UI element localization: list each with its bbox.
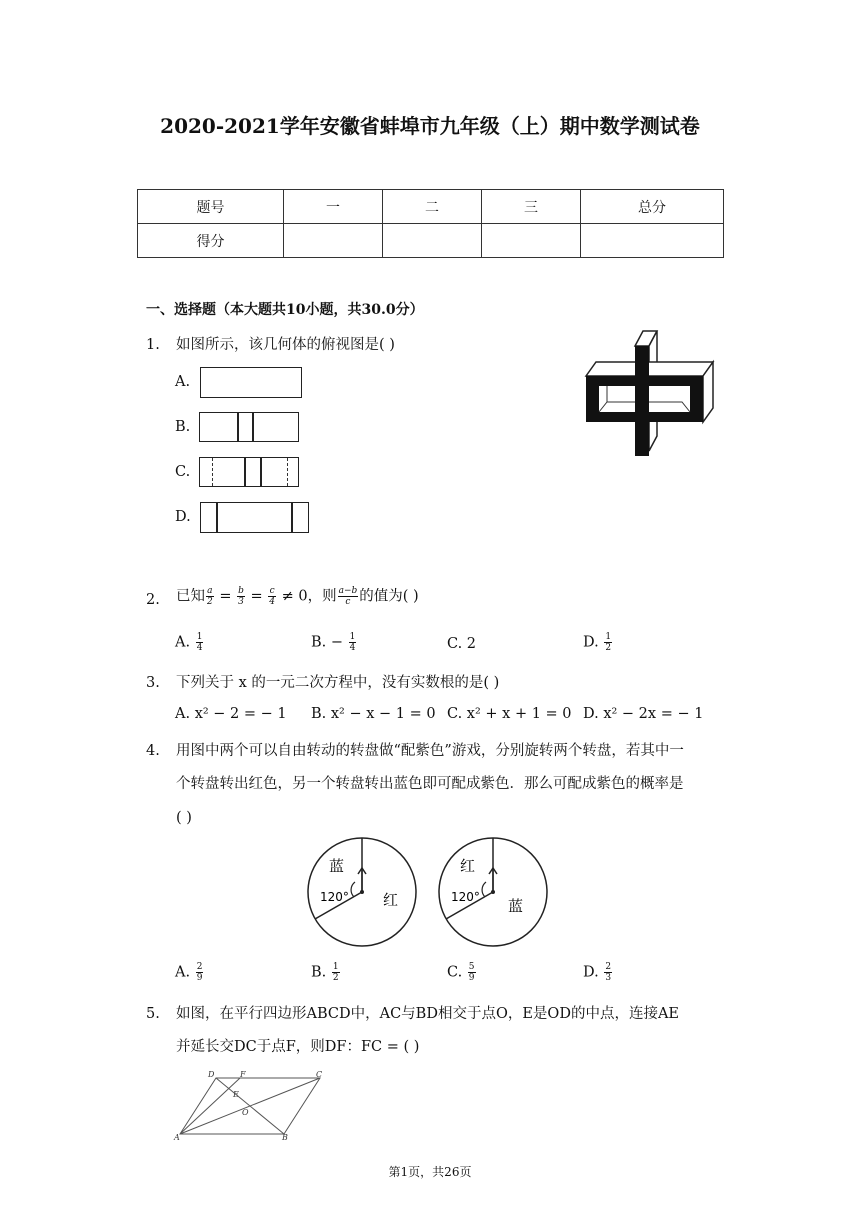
option-d: D. $\frac{1}{2}$ (583, 632, 612, 653)
table-cell (383, 224, 482, 258)
option-b: B. $\frac{1}{2}$ (311, 962, 339, 983)
section-heading: 一、选择题（本大题共10小题，共30.0分） (146, 302, 424, 318)
question-text-line: 如图，在平行四边形ABCD中，AC与BD相交于点O，E是OD的中点，连接AE (176, 1006, 680, 1022)
option-b-figure (199, 412, 299, 442)
parallelogram-figure (170, 1068, 330, 1146)
disk-label: 红 (383, 891, 399, 909)
option-label: C. (175, 464, 191, 480)
option-a: A. $\frac{1}{4}$ (175, 632, 203, 653)
option-b: B. − $\frac{1}{4}$ (311, 632, 356, 653)
table-row (138, 190, 724, 224)
table-cell: 得分 (138, 224, 284, 258)
table-cell: 一 (284, 190, 383, 224)
question-number: 2. (146, 592, 160, 608)
point-label: B (282, 1133, 288, 1142)
point-label: C (316, 1070, 323, 1079)
point-label: A (174, 1133, 180, 1142)
question-text-line: 用图中两个可以自由转动的转盘做“配紫色”游戏，分别旋转两个转盘，若其中一 (176, 743, 684, 759)
table-cell (284, 224, 383, 258)
option-label: B. (175, 419, 191, 435)
option-b: B. x² − x − 1 = 0 (311, 706, 436, 722)
disk-label: 红 (460, 857, 476, 875)
spinner-disk-1 (305, 835, 420, 950)
score-table (137, 189, 724, 258)
question-text-line: ( ) (176, 810, 192, 826)
text-fragment: 已知 (176, 588, 205, 605)
point-label: E (233, 1090, 239, 1099)
option-c: C. $\frac{5}{9}$ (447, 962, 475, 983)
disk-label: 蓝 (508, 897, 524, 915)
solid-figure (583, 326, 723, 460)
question-text: 如图所示，该几何体的俯视图是( ) (176, 337, 395, 353)
page-footer: 第1页，共26页 (388, 1165, 472, 1179)
point-label: D (208, 1070, 215, 1079)
page-title: 2020-2021学年安徽省蚌埠市九年级（上）期中数学测试卷 (160, 114, 700, 138)
option-d-figure (200, 502, 309, 533)
text-fragment: 的值为( ) (359, 588, 419, 605)
table-cell: 题号 (138, 190, 284, 224)
text-fragment: ≠ 0，则 (281, 588, 337, 605)
table-cell (581, 224, 724, 258)
disk-angle: 120° (451, 890, 480, 904)
option-d: D. $\frac{2}{3}$ (583, 962, 612, 983)
question-text: 下列关于 x 的一元二次方程中，没有实数根的是( ) (176, 675, 500, 691)
option-c: C. x² + x + 1 = 0 (447, 706, 572, 722)
question-number: 5. (146, 1006, 160, 1022)
option-a: A. x² − 2 = − 1 (175, 706, 287, 722)
question-number: 4. (146, 743, 160, 759)
question-text: 已知 $\frac{a}{2}$ = $\frac{b}{3}$ = $\frac{c}{4}$ ≠ 0，则 $\frac{a-b}{c}$ 的值为( ) (176, 586, 419, 607)
option-a: A. $\frac{2}{9}$ (175, 962, 203, 983)
option-c: C. 2 (447, 636, 477, 652)
point-label: O (242, 1108, 249, 1117)
question-text-line: 个转盘转出红色，另一个转盘转出蓝色即可配成紫色．那么可配成紫色的概率是 (176, 776, 684, 792)
option-a-figure (200, 367, 302, 398)
table-cell: 三 (482, 190, 581, 224)
table-cell: 二 (383, 190, 482, 224)
option-label: A. (175, 374, 191, 390)
question-text-line: 并延长交DC于点F，则DF：FC = ( ) (176, 1039, 420, 1055)
disk-label: 蓝 (329, 857, 345, 875)
disk-angle: 120° (320, 890, 349, 904)
point-label: F (240, 1070, 246, 1079)
spinner-disk-2 (436, 835, 551, 950)
table-cell: 总分 (581, 190, 724, 224)
table-cell (482, 224, 581, 258)
option-label: D. (175, 509, 191, 525)
question-number: 3. (146, 675, 160, 691)
question-number: 1. (146, 337, 160, 353)
option-d: D. x² − 2x = − 1 (583, 706, 704, 722)
option-c-figure (199, 457, 299, 487)
table-row (138, 224, 724, 258)
